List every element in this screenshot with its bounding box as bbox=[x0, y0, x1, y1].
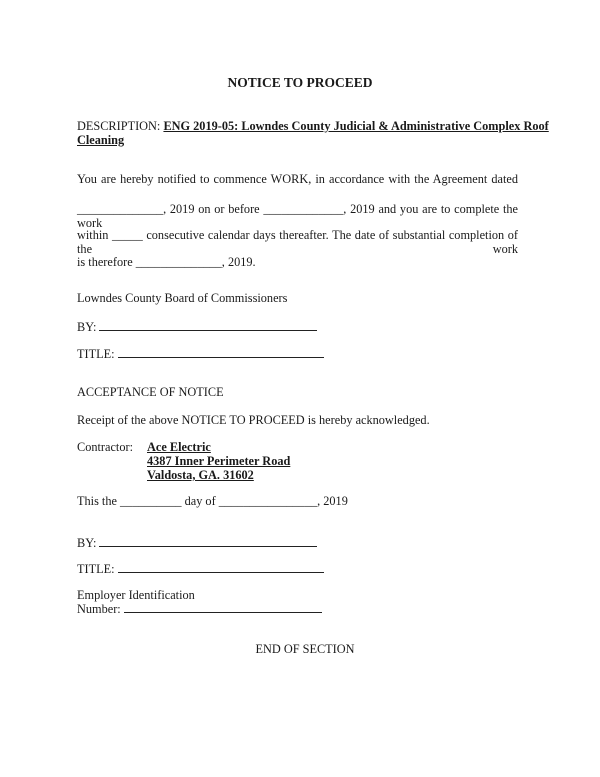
acceptance-heading: ACCEPTANCE OF NOTICE bbox=[77, 385, 224, 399]
contractor-by-field[interactable] bbox=[77, 535, 317, 550]
acceptance-statement: Receipt of the above NOTICE TO PROCEED is hereby acknowledged. bbox=[77, 413, 430, 427]
by-label: BY: bbox=[77, 536, 97, 550]
contractor-name: Ace Electric bbox=[147, 440, 211, 454]
by-label: BY: bbox=[77, 320, 97, 334]
ein-label: Employer Identification bbox=[77, 588, 195, 602]
title-line bbox=[118, 561, 324, 573]
ein-number-label: Number: bbox=[77, 602, 121, 616]
contractor-address: 4387 Inner Perimeter Road bbox=[147, 454, 291, 468]
title-label: TITLE: bbox=[77, 347, 115, 361]
contractor-city: Valdosta, GA. 31602 bbox=[147, 468, 254, 482]
paragraph-line: is therefore ______________, 2019. bbox=[77, 255, 256, 269]
date-line: This the __________ day of ________________, 2019 bbox=[77, 494, 348, 508]
title-line bbox=[118, 346, 324, 358]
paragraph-line: within _____ consecutive calendar days thereafter. The date of substantial completion of the work bbox=[77, 228, 518, 256]
paragraph-line: ______________, 2019 on or before _____________, 2019 and you are to complete the work bbox=[77, 202, 518, 230]
owner-name: Lowndes County Board of Commissioners bbox=[77, 291, 288, 305]
signature-line bbox=[99, 319, 317, 331]
ein-field[interactable] bbox=[77, 601, 322, 616]
title-label: TITLE: bbox=[77, 562, 115, 576]
page-title: NOTICE TO PROCEED bbox=[227, 75, 373, 90]
project-title: ENG 2019-05: Lowndes County Judicial & Administrative Complex Roof bbox=[163, 119, 549, 133]
description-line1 bbox=[77, 119, 549, 133]
paragraph-line: You are hereby notified to commence WORK, in accordance with the Agreement dated bbox=[77, 172, 518, 186]
end-of-section: END OF SECTION bbox=[255, 642, 355, 656]
ein-line bbox=[124, 601, 322, 613]
description-label: DESCRIPTION: bbox=[77, 119, 164, 133]
contractor-title-field[interactable] bbox=[77, 561, 324, 576]
owner-by-field[interactable] bbox=[77, 319, 317, 334]
owner-title-field[interactable] bbox=[77, 346, 324, 361]
contractor-label: Contractor: bbox=[77, 440, 134, 454]
signature-line bbox=[99, 535, 317, 547]
project-title-cont: Cleaning bbox=[77, 133, 125, 147]
